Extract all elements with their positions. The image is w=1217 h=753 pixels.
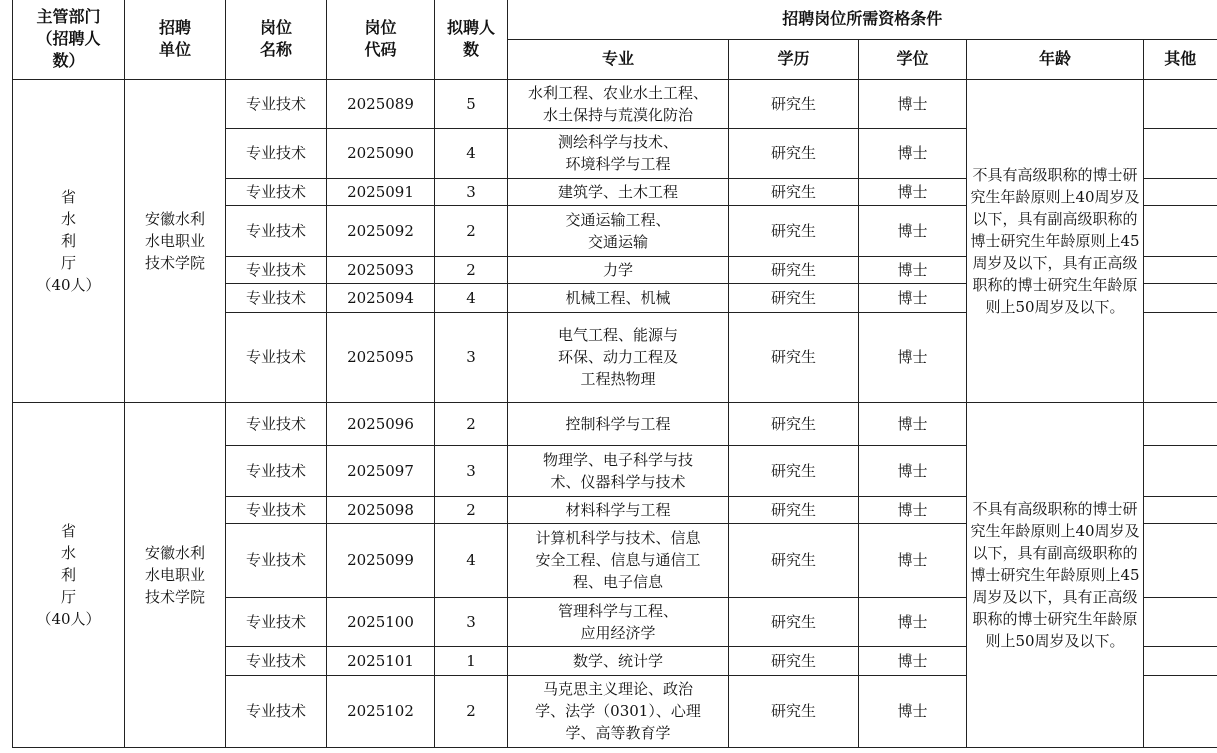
post-name-cell: 专业技术: [226, 523, 327, 597]
post-name-cell: 专业技术: [226, 402, 327, 445]
other-cell: [1144, 445, 1217, 496]
count-cell: 4: [435, 128, 508, 178]
table-body: [13, 79, 1217, 747]
post-code-cell: 2025090: [327, 128, 435, 178]
other-cell: [1144, 178, 1217, 205]
degree-cell: 博士: [859, 205, 967, 256]
post-code-cell: 2025095: [327, 312, 435, 402]
education-cell: 研究生: [729, 312, 859, 402]
other-cell: [1144, 79, 1217, 128]
post-code-cell: 2025089: [327, 79, 435, 128]
other-cell: [1144, 128, 1217, 178]
post-code-cell: 2025092: [327, 205, 435, 256]
post-name-cell: 专业技术: [226, 283, 327, 312]
post-name-cell: 专业技术: [226, 178, 327, 205]
degree-cell: 博士: [859, 597, 967, 646]
degree-cell: 博士: [859, 178, 967, 205]
post-name-cell: 专业技术: [226, 597, 327, 646]
major-cell: 水利工程、农业水土工程、 水土保持与荒漠化防治: [508, 79, 729, 128]
major-cell: 数学、统计学: [508, 646, 729, 675]
unit-cell: 安徽水利 水电职业 技术学院: [125, 402, 226, 747]
age-cell: 不具有高级职称的博士研究生年龄原则上40周岁及以下，具有副高级职称的博士研究生年龄原则上45周岁及以下，具有正高级职称的博士研究生年龄原则上50周岁及以下。: [967, 402, 1144, 747]
post-code-cell: 2025094: [327, 283, 435, 312]
header-dept: 主管部门 （招聘人 数）: [13, 0, 125, 79]
degree-cell: 博士: [859, 523, 967, 597]
major-cell: 机械工程、机械: [508, 283, 729, 312]
other-cell: [1144, 312, 1217, 402]
degree-cell: 博士: [859, 445, 967, 496]
degree-cell: 博士: [859, 312, 967, 402]
major-cell: 测绘科学与技术、 环境科学与工程: [508, 128, 729, 178]
major-cell: 力学: [508, 256, 729, 283]
header-unit: 招聘 单位: [125, 0, 226, 79]
major-cell: 控制科学与工程: [508, 402, 729, 445]
post-code-cell: 2025093: [327, 256, 435, 283]
major-cell: 交通运输工程、 交通运输: [508, 205, 729, 256]
degree-cell: 博士: [859, 283, 967, 312]
major-cell: 管理科学与工程、 应用经济学: [508, 597, 729, 646]
education-cell: 研究生: [729, 496, 859, 523]
education-cell: 研究生: [729, 128, 859, 178]
education-cell: 研究生: [729, 79, 859, 128]
table-row: [13, 402, 1217, 445]
recruitment-table: [12, 0, 1217, 748]
other-cell: [1144, 646, 1217, 675]
major-cell: 电气工程、能源与 环保、动力工程及 工程热物理: [508, 312, 729, 402]
header-other: 其他: [1144, 39, 1217, 79]
post-name-cell: 专业技术: [226, 496, 327, 523]
post-code-cell: 2025102: [327, 675, 435, 747]
post-name-cell: 专业技术: [226, 312, 327, 402]
count-cell: 5: [435, 79, 508, 128]
major-cell: 马克思主义理论、政治 学、法学（0301）、心理 学、高等教育学: [508, 675, 729, 747]
count-cell: 3: [435, 312, 508, 402]
count-cell: 2: [435, 402, 508, 445]
header-post-name: 岗位 名称: [226, 0, 327, 79]
count-cell: 4: [435, 523, 508, 597]
post-code-cell: 2025091: [327, 178, 435, 205]
post-name-cell: 专业技术: [226, 445, 327, 496]
education-cell: 研究生: [729, 597, 859, 646]
count-cell: 2: [435, 256, 508, 283]
other-cell: [1144, 283, 1217, 312]
post-name-cell: 专业技术: [226, 646, 327, 675]
header-age: 年龄: [967, 39, 1144, 79]
header-education: 学历: [729, 39, 859, 79]
post-name-cell: 专业技术: [226, 675, 327, 747]
other-cell: [1144, 523, 1217, 597]
table-row: [13, 79, 1217, 128]
major-cell: 材料科学与工程: [508, 496, 729, 523]
education-cell: 研究生: [729, 402, 859, 445]
post-name-cell: 专业技术: [226, 256, 327, 283]
post-name-cell: 专业技术: [226, 205, 327, 256]
education-cell: 研究生: [729, 675, 859, 747]
other-cell: [1144, 675, 1217, 747]
other-cell: [1144, 205, 1217, 256]
education-cell: 研究生: [729, 283, 859, 312]
education-cell: 研究生: [729, 178, 859, 205]
other-cell: [1144, 256, 1217, 283]
header-degree: 学位: [859, 39, 967, 79]
other-cell: [1144, 597, 1217, 646]
post-code-cell: 2025097: [327, 445, 435, 496]
count-cell: 2: [435, 496, 508, 523]
major-cell: 建筑学、土木工程: [508, 178, 729, 205]
post-code-cell: 2025096: [327, 402, 435, 445]
header-post-code: 岗位 代码: [327, 0, 435, 79]
degree-cell: 博士: [859, 79, 967, 128]
major-cell: 物理学、电子科学与技 术、仪器科学与技术: [508, 445, 729, 496]
count-cell: 1: [435, 646, 508, 675]
dept-cell: 省 水 利 厅 （40人）: [13, 79, 125, 402]
degree-cell: 博士: [859, 675, 967, 747]
post-name-cell: 专业技术: [226, 79, 327, 128]
post-code-cell: 2025101: [327, 646, 435, 675]
count-cell: 3: [435, 597, 508, 646]
degree-cell: 博士: [859, 496, 967, 523]
dept-cell: 省 水 利 厅 （40人）: [13, 402, 125, 747]
header-major: 专业: [508, 39, 729, 79]
unit-cell: 安徽水利 水电职业 技术学院: [125, 79, 226, 402]
education-cell: 研究生: [729, 256, 859, 283]
education-cell: 研究生: [729, 523, 859, 597]
count-cell: 3: [435, 445, 508, 496]
post-name-cell: 专业技术: [226, 128, 327, 178]
post-code-cell: 2025100: [327, 597, 435, 646]
header-qualifications: 招聘岗位所需资格条件: [508, 0, 1217, 39]
degree-cell: 博士: [859, 646, 967, 675]
post-code-cell: 2025098: [327, 496, 435, 523]
count-cell: 2: [435, 675, 508, 747]
header-count: 拟聘人 数: [435, 0, 508, 79]
education-cell: 研究生: [729, 205, 859, 256]
education-cell: 研究生: [729, 646, 859, 675]
major-cell: 计算机科学与技术、信息 安全工程、信息与通信工 程、电子信息: [508, 523, 729, 597]
age-cell: 不具有高级职称的博士研究生年龄原则上40周岁及以下，具有副高级职称的博士研究生年龄原则上45周岁及以下，具有正高级职称的博士研究生年龄原则上50周岁及以下。: [967, 79, 1144, 402]
count-cell: 2: [435, 205, 508, 256]
other-cell: [1144, 402, 1217, 445]
other-cell: [1144, 496, 1217, 523]
degree-cell: 博士: [859, 128, 967, 178]
count-cell: 4: [435, 283, 508, 312]
count-cell: 3: [435, 178, 508, 205]
degree-cell: 博士: [859, 256, 967, 283]
degree-cell: 博士: [859, 402, 967, 445]
education-cell: 研究生: [729, 445, 859, 496]
post-code-cell: 2025099: [327, 523, 435, 597]
